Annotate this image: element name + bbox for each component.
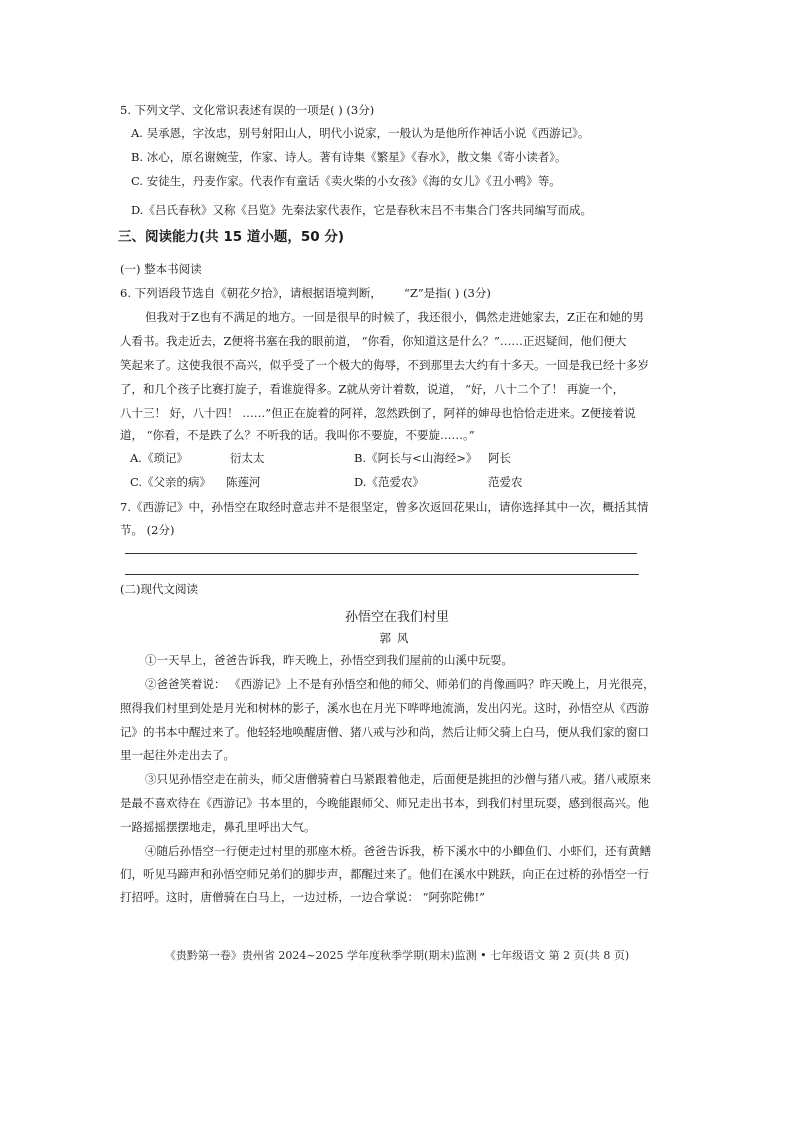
q6-stem-left: 6. 下列语段节选自《朝花夕拾》，请根据语境判断， (120, 286, 382, 300)
q7-answer-line[interactable] (125, 574, 639, 575)
article-paragraph-line: 们，听见马蹄声和孙悟空师兄弟们的脚步声，都醒过来了。他们在溪水中跳跃，向正在过桥的孙悟空一行 (120, 867, 649, 881)
q6-passage-line: 笑起来了。这使我很不高兴，似乎受了一个极大的侮辱，不到那里去大约有十多天。一回是我已经十多岁 (120, 358, 649, 372)
article-paragraph-line: 打招呼。这时，唐僧骑在白马上，一边过桥，一边合掌说： “阿弥陀佛!” (120, 890, 486, 904)
q5-option-c: C. 安徒生，丹麦作家。代表作有童话《卖火柴的小女孩》《海的女儿》《丑小鸭》等。 (131, 174, 561, 188)
q6-option-d-name: 范爱农 (488, 475, 523, 489)
q6-passage-line: 人看书。我走近去，Z便将书塞在我的眼前道， “你看，你知道这是什么？”……正迟疑间，他们便大 (120, 334, 627, 348)
q6-option-a-book: A.《琐记》 (130, 451, 188, 465)
q6-passage-line: 八十三！ 好，八十四！ ……”但正在旋着的阿祥，忽然跌倒了，阿祥的婶母也恰恰走进来。Z便接着说 (120, 406, 636, 420)
q7-answer-line[interactable] (125, 553, 637, 554)
q6-option-c-name: 陈莲河 (226, 475, 261, 489)
part1-heading: (一) 整本书阅读 (120, 262, 202, 276)
article-paragraph-line: 是最不喜欢待在《西游记》书本里的，今晚能跟师父、师兄走出书本，到我们村里玩耍，感到很高兴。他 (120, 796, 649, 810)
q6-option-c-book: C.《父亲的病》 (130, 475, 212, 489)
article-paragraph-line: 记》的书本中醒过来了。他轻轻地唤醒唐僧、猪八戒与沙和尚，然后让师父骑上白马，便从我们家的窗口 (120, 725, 649, 739)
part2-heading: (二)现代文阅读 (120, 582, 198, 596)
q5-stem: 5. 下列文学、文化常识表述有误的一项是( ) (3分) (120, 103, 375, 117)
q5-option-a: A. 吴承恩，字汝忠，别号射阳山人，明代小说家，一般认为是他所作神话小说《西游记》。 (131, 126, 590, 140)
article-author: 郭风 (379, 631, 415, 645)
article-paragraph-line: ②爸爸笑着说： 《西游记》上不是有孙悟空和他的师父、师弟们的肖像画吗？昨天晚上，月光很亮， (145, 677, 655, 691)
article-paragraph-line: 里一起往外走出去了。 (120, 748, 235, 762)
q6-option-a-name: 衍太太 (230, 451, 265, 465)
q6-passage-line: 了，和几个孩子比赛打旋子，看谁旋得多。Z就从旁计着数，说道， “好，八十二个了！ 再旋一个， (120, 382, 625, 396)
q7-stem-line1: 7.《西游记》中，孙悟空在取经时意志并不是很坚定，曾多次返回花果山，请你选择其中一次，概括其情 (120, 500, 649, 514)
section-heading: 三、阅读能力(共 15 道小题，50 分) (118, 229, 345, 245)
article-paragraph-line: ④随后孙悟空一行便走过村里的那座木桥。爸爸告诉我，桥下溪水中的小鲫鱼们、小虾们，还有黄鳝 (145, 844, 651, 858)
article-paragraph-line: 一路摇摇摆摆地走，鼻孔里呼出大气。 (120, 820, 316, 834)
article-paragraph-line: ③只见孙悟空走在前头，师父唐僧骑着白马紧跟着他走，后面便是挑担的沙僧与猪八戒。猪八戒原来 (145, 772, 651, 786)
q6-option-b-name: 阿长 (488, 451, 511, 465)
q6-option-b-book: B.《阿长与<山海经>》 (354, 451, 478, 465)
article-paragraph-line: ①一天早上，爸爸告诉我，昨天晚上，孙悟空到我们屋前的山溪中玩耍。 (145, 653, 513, 667)
q6-stem-right: “Z”是指( ) (3分) (404, 286, 491, 300)
q6-passage-line: 但我对于Z也有不满足的地方。一回是很早的时候了，我还很小，偶然走进她家去，Z正在和她的男 (145, 310, 644, 324)
q6-option-d-book: D.《范爱农》 (354, 475, 424, 489)
q6-passage-line: 道， “你看，不是跌了么？不听我的话。我叫你不要旋，不要旋……。” (120, 428, 475, 442)
q7-stem-line2: 节。 (2分) (120, 523, 175, 537)
q5-option-d: D.《吕氏春秋》又称《吕览》先秦法家代表作，它是春秋末吕不韦集合门客共同编写而成。 (131, 203, 592, 217)
article-title: 孙悟空在我们村里 (344, 610, 449, 625)
article-paragraph-line: 照得我们村里到处是月光和树林的影子，溪水也在月光下哗哗地流淌，发出闪光。这时，孙悟空从《西游 (120, 701, 649, 715)
page-footer: 《贵黔第一卷》贵州省 2024~2025 学年度秋季学期(期末)监测 • 七年级语文 第 2 页(共 8 页) (164, 949, 630, 962)
q5-option-b: B. 冰心，原名谢婉莹，作家、诗人。著有诗集《繁星》《春水》，散文集《寄小读者》。 (131, 150, 567, 164)
